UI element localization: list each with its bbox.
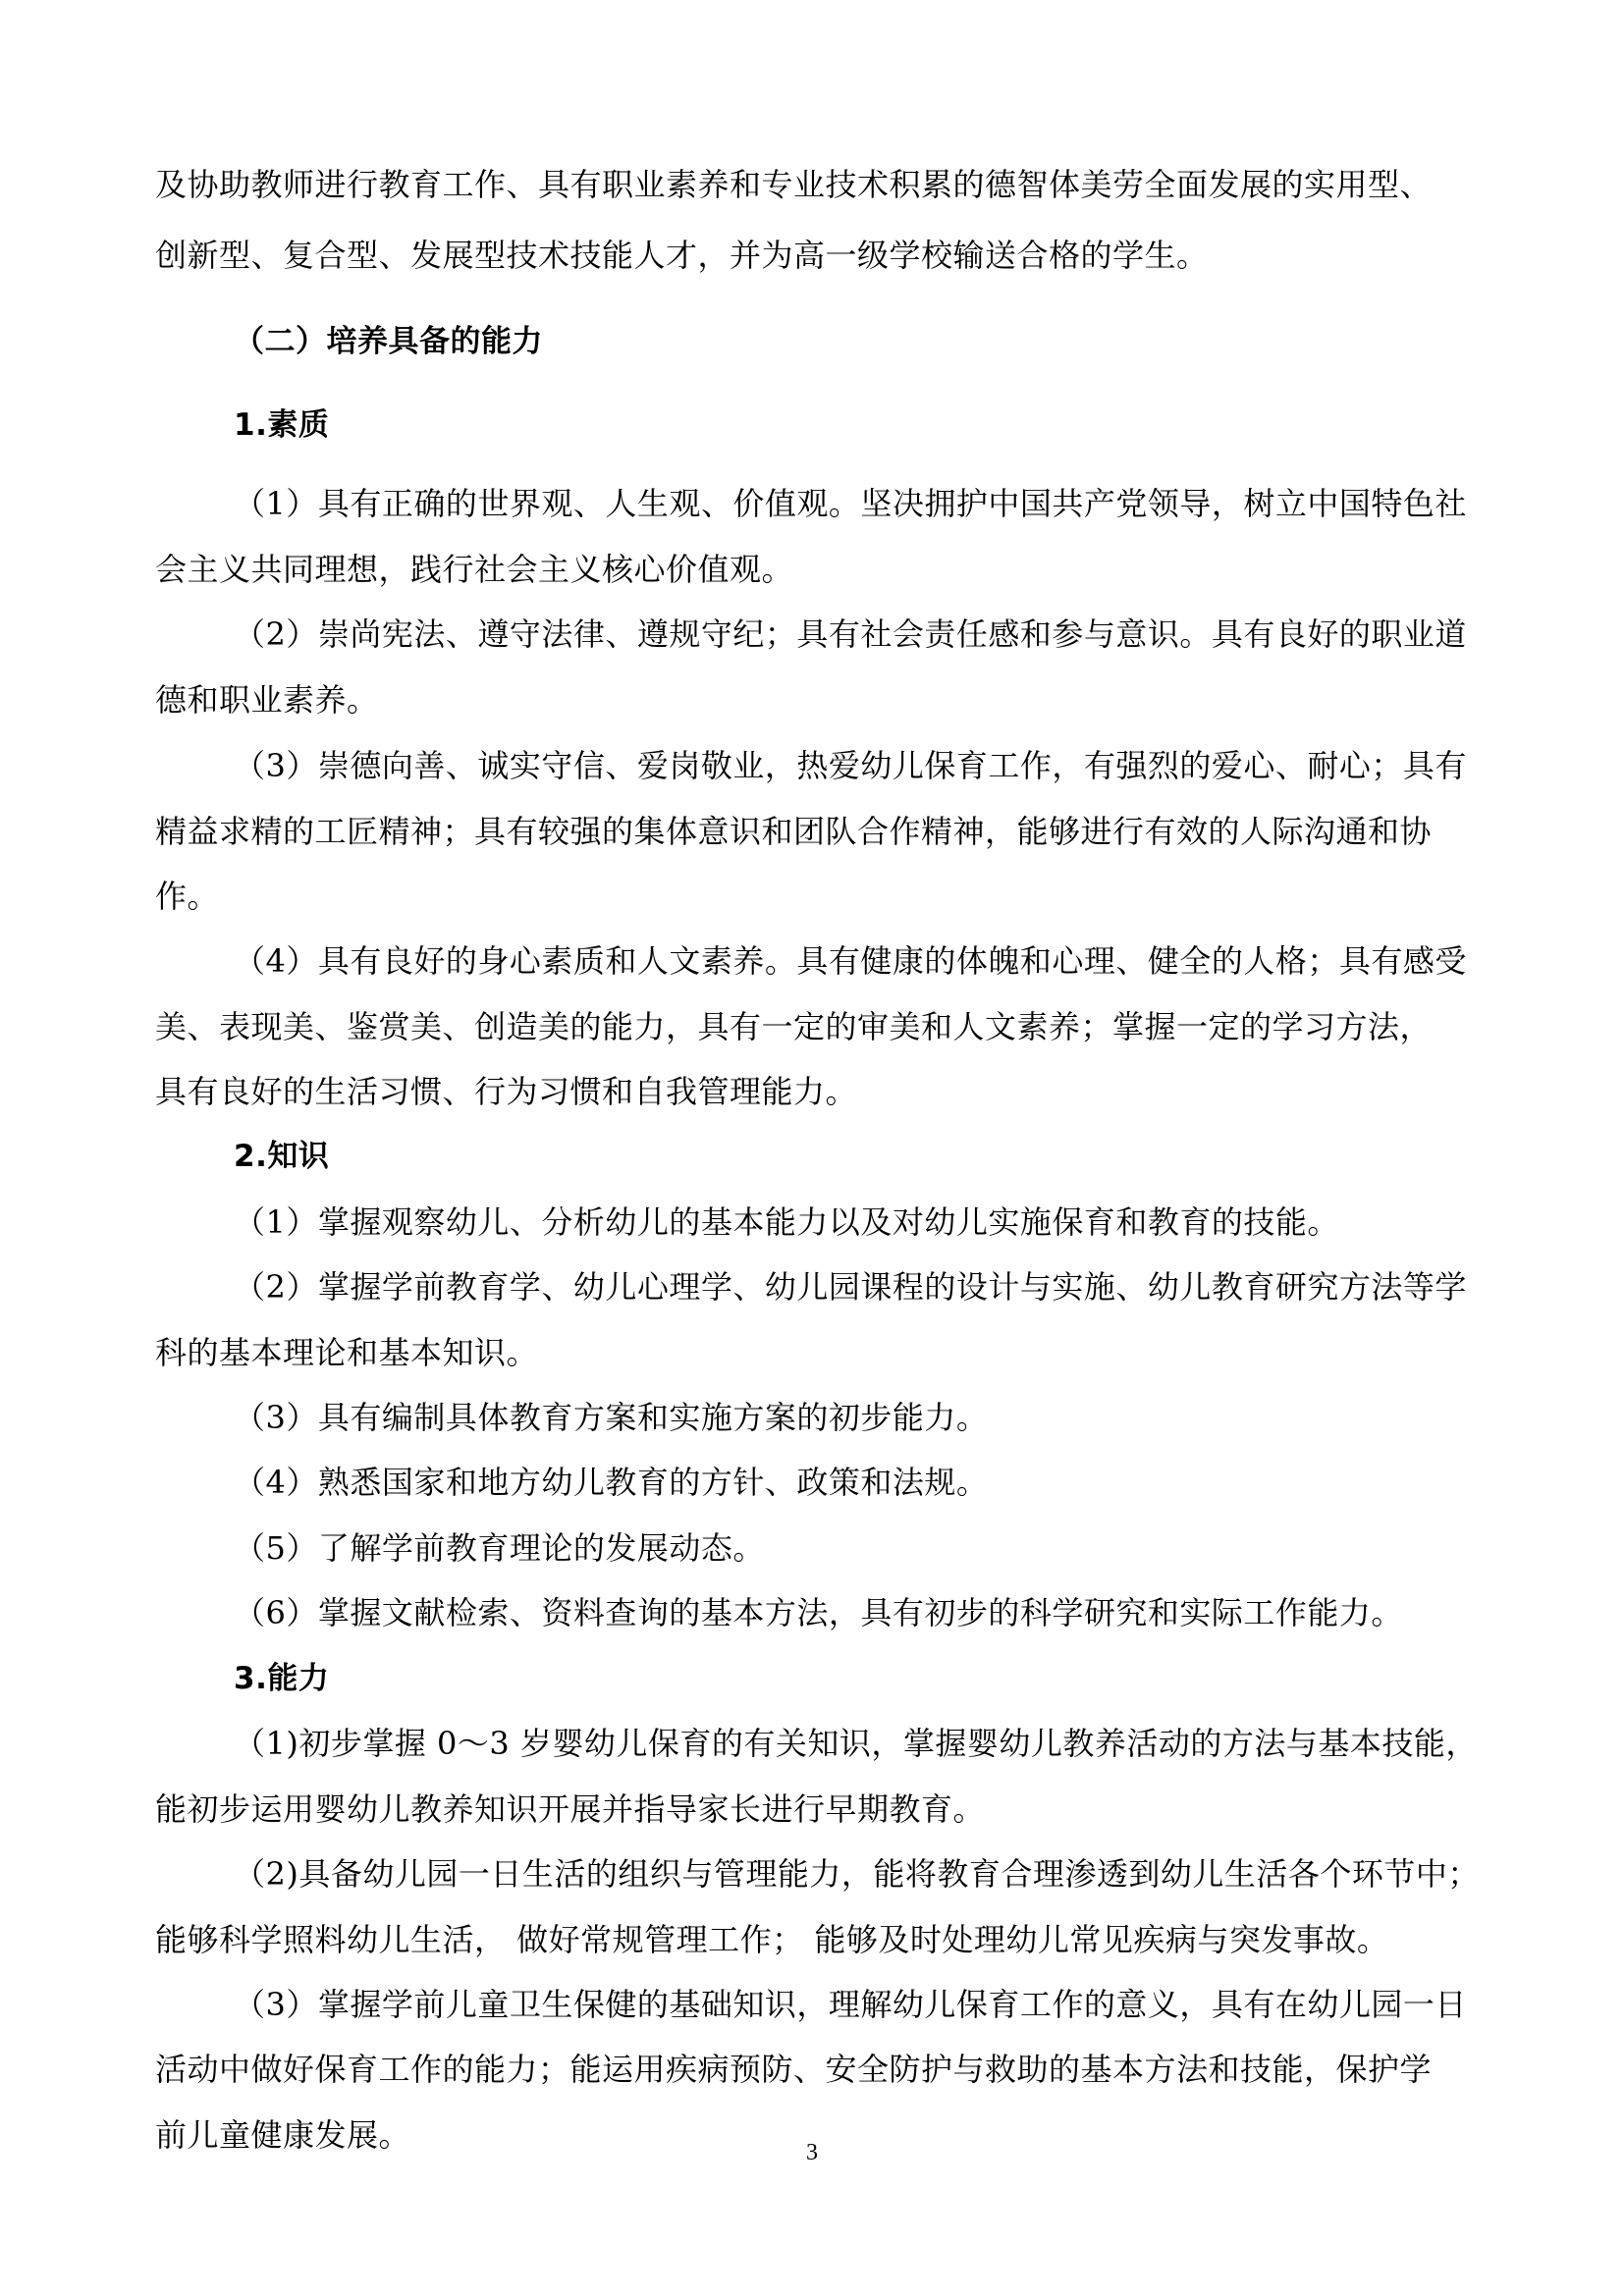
text-line: 能初步运用婴幼儿教养知识开展并指导家长进行早期教育。 — [155, 1790, 986, 1828]
text-line: 德和职业素养。 — [155, 681, 379, 719]
text-line: （4）熟悉国家和地方幼儿教育的方针、政策和法规。 — [234, 1464, 989, 1501]
text-line: 精益求精的工匠精神；具有较强的集体意识和团队合作精神，能够进行有效的人际沟通和协 — [155, 813, 1433, 850]
text-line: 能够科学照料幼儿生活， 做好常规管理工作； 能够及时处理幼儿常见疾病与突发事故。 — [155, 1921, 1389, 1958]
text-line: 会主义共同理想，践行社会主义核心价值观。 — [155, 551, 794, 588]
subsection-heading: 1.素质 — [234, 407, 330, 443]
section-heading: （二）培养具备的能力 — [234, 324, 543, 359]
text-line: 美、表现美、鉴赏美、创造美的能力，具有一定的审美和人文素养；掌握一定的学习方法， — [155, 1008, 1433, 1045]
text-line: （3）掌握学前儿童卫生保健的基础知识，理解幼儿保育工作的意义，具有在幼儿园一日 — [234, 1986, 1467, 2023]
text-line: （2）掌握学前教育学、幼儿心理学、幼儿园课程的设计与实施、幼儿教育研究方法等学 — [234, 1268, 1467, 1306]
text-line: 创新型、复合型、发展型技术技能人才，并为高一级学校输送合格的学生。 — [155, 237, 1209, 274]
text-line: （4）具有良好的身心素质和人文素养。具有健康的体魄和心理、健全的人格；具有感受 — [234, 942, 1467, 980]
text-line: （1）掌握观察幼儿、分析幼儿的基本能力以及对幼儿实施保育和教育的技能。 — [234, 1203, 1339, 1241]
text-line: （2)具备幼儿园一日生活的组织与管理能力，能将教育合理渗透到幼儿生活各个环节中； — [234, 1855, 1480, 1893]
text-line: 具有良好的生活习惯、行为习惯和自我管理能力。 — [155, 1073, 858, 1110]
text-line: （5）了解学前教育理论的发展动态。 — [234, 1529, 765, 1567]
text-line: （1)初步掌握 0～3 岁婴幼儿保育的有关知识，掌握婴幼儿教养活动的方法与基本技能， — [234, 1725, 1478, 1762]
text-line: （2）崇尚宪法、遵守法律、遵规守纪；具有社会责任感和参与意识。具有良好的职业道 — [234, 615, 1467, 653]
text-line: （3）崇德向善、诚实守信、爱岗敬业，热爱幼儿保育工作，有强烈的爱心、耐心；具有 — [234, 747, 1467, 784]
subsection-heading: 3.能力 — [234, 1661, 330, 1696]
page-number: 3 — [806, 2140, 818, 2165]
text-line: （6）掌握文献检索、资料查询的基本方法，具有初步的科学研究和实际工作能力。 — [234, 1594, 1403, 1631]
text-line: （3）具有编制具体教育方案和实施方案的初步能力。 — [234, 1399, 989, 1436]
text-line: 作。 — [155, 878, 220, 915]
text-line: 科的基本理论和基本知识。 — [155, 1334, 539, 1371]
subsection-heading: 2.知识 — [234, 1139, 330, 1174]
text-line: 及协助教师进行教育工作、具有职业素养和专业技术积累的德智体美劳全面发展的实用型、 — [155, 166, 1433, 203]
text-line: （1）具有正确的世界观、人生观、价值观。坚决拥护中国共产党领导，树立中国特色社 — [234, 485, 1467, 522]
text-line: 活动中做好保育工作的能力；能运用疾病预防、安全防护与救助的基本方法和技能，保护学 — [155, 2051, 1433, 2088]
text-line: 前儿童健康发展。 — [155, 2116, 411, 2154]
